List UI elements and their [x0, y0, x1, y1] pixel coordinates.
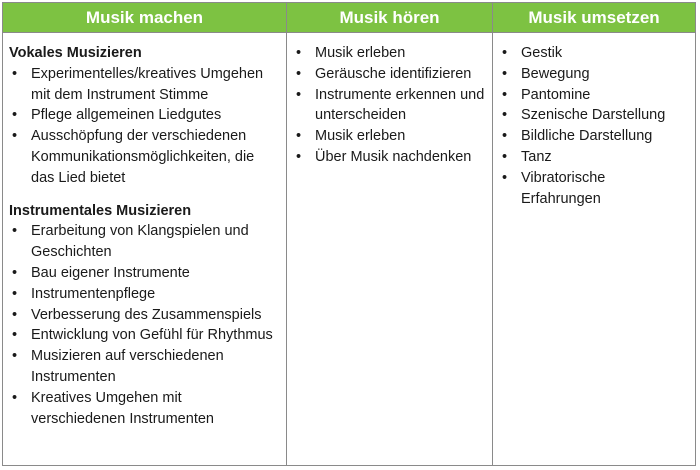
- list-item: • Instrumentenpflege: [9, 284, 280, 305]
- list-umsetzen: [499, 43, 689, 209]
- section-title-vokal: Vokales Musizieren: [9, 45, 142, 61]
- cell-musik-hoeren: [287, 33, 493, 465]
- list-item: • Musizieren auf verschiedenen Instrumenten: [9, 346, 280, 388]
- list-item: • Tanz: [499, 147, 689, 168]
- list-item: • Geräusche identifizieren: [293, 64, 486, 85]
- cell-musik-machen: [3, 33, 287, 465]
- list-item: • Instrumente erkennen und unterscheiden: [293, 85, 486, 127]
- list-item: • Szenische Darstellung: [499, 105, 689, 126]
- list-item: • Ausschöpfung der verschiedenen Kommunikationsmöglichkeiten, die das Lied bietet: [9, 126, 280, 188]
- header-musik-umsetzen: Musik umsetzen: [493, 3, 695, 33]
- list-item: • Entwicklung von Gefühl für Rhythmus: [9, 325, 280, 346]
- list-vokal: [9, 64, 280, 189]
- list-instrumental: [9, 221, 280, 429]
- list-item: • Musik erleben: [293, 126, 486, 147]
- list-item: • Musik erleben: [293, 43, 486, 64]
- header-musik-hoeren: Musik hören: [287, 3, 493, 33]
- section-title-instrumental: Instrumentales Musizieren: [9, 202, 192, 219]
- list-item: • Verbesserung des Zusammenspiels: [9, 305, 280, 326]
- list-item: • Pantomine: [499, 85, 689, 106]
- list-item: • Bau eigener Instrumente: [9, 263, 280, 284]
- list-hoeren: [293, 43, 486, 168]
- list-item: • Bildliche Darstellung: [499, 126, 689, 147]
- header-musik-machen: Musik machen: [3, 3, 287, 33]
- list-item: • Vibratorische Erfahrungen: [499, 168, 689, 210]
- music-activities-table: [2, 2, 696, 466]
- list-item: • Kreatives Umgehen mit verschiedenen Instrumenten: [9, 388, 280, 430]
- list-item: • Experimentelles/kreatives Umgehen mit dem Instrument Stimme: [9, 64, 280, 106]
- cell-musik-umsetzen: [493, 33, 695, 465]
- list-item: • Bewegung: [499, 64, 689, 85]
- list-item: • Erarbeitung von Klangspielen und Geschichten: [9, 221, 280, 263]
- list-item: • Über Musik nachdenken: [293, 147, 486, 168]
- list-item: • Gestik: [499, 43, 689, 64]
- list-item: • Pflege allgemeinen Liedgutes: [9, 105, 280, 126]
